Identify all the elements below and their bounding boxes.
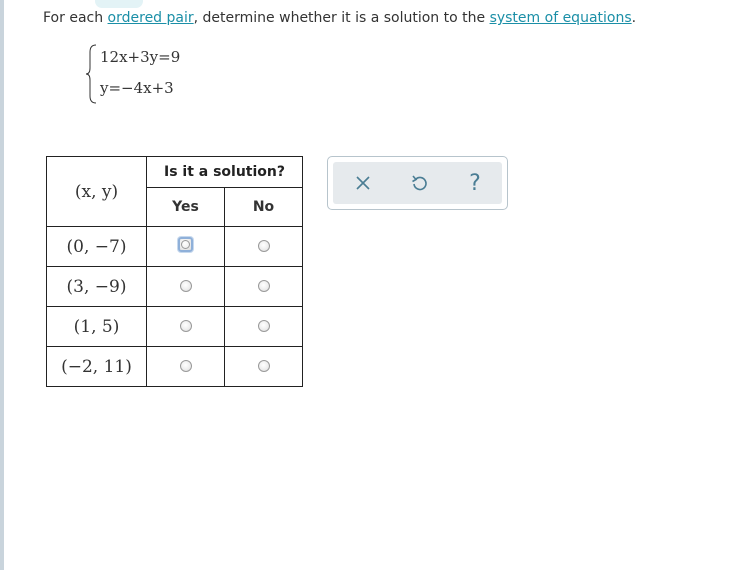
yes-cell <box>147 307 225 347</box>
prompt-text-middle: , determine whether it is a solution to the <box>193 10 490 26</box>
ordered-pair-cell: (0, −7) <box>47 227 147 267</box>
top-tab-indicator <box>95 0 143 8</box>
no-radio[interactable] <box>258 360 270 372</box>
no-radio[interactable] <box>258 320 270 332</box>
answer-toolbar <box>327 156 508 210</box>
no-cell <box>225 307 303 347</box>
yes-radio[interactable] <box>180 280 192 292</box>
help-button[interactable] <box>453 162 497 204</box>
table-row <box>47 347 303 387</box>
yes-radio[interactable] <box>180 360 192 372</box>
system-of-equations-link[interactable]: system of equations <box>489 10 632 26</box>
undo-button[interactable] <box>397 162 441 204</box>
no-cell <box>225 347 303 387</box>
ordered-pair-cell: (−2, 11) <box>47 347 147 387</box>
equation-1: 12x+3y=9 <box>100 48 181 66</box>
solution-group-header: Is it a solution? <box>147 157 303 188</box>
help-icon: ? <box>469 170 481 196</box>
question-prompt <box>43 9 636 27</box>
ordered-pair-cell: (1, 5) <box>47 307 147 347</box>
table-row <box>47 267 303 307</box>
no-cell <box>225 227 303 267</box>
yes-column-header: Yes <box>147 188 225 227</box>
left-edge-bar <box>0 0 4 570</box>
prompt-text-start: For each <box>43 10 108 26</box>
equation-2: y=−4x+3 <box>100 79 174 97</box>
clear-button[interactable] <box>341 162 385 204</box>
no-cell <box>225 267 303 307</box>
close-icon <box>356 176 370 190</box>
ordered-pair-cell: (3, −9) <box>47 267 147 307</box>
equation-system <box>86 44 216 104</box>
solution-table <box>46 156 303 387</box>
table-row <box>47 307 303 347</box>
undo-icon <box>411 174 427 192</box>
yes-cell <box>147 227 225 267</box>
ordered-pair-link[interactable]: ordered pair <box>107 10 194 26</box>
no-radio[interactable] <box>258 240 270 252</box>
yes-radio[interactable] <box>178 237 193 252</box>
no-column-header: No <box>225 188 303 227</box>
toolbar-panel <box>333 162 502 204</box>
yes-radio[interactable] <box>180 320 192 332</box>
prompt-text-end: . <box>631 10 637 26</box>
no-radio[interactable] <box>258 280 270 292</box>
left-brace <box>86 44 98 104</box>
yes-cell <box>147 347 225 387</box>
table-row <box>47 227 303 267</box>
yes-cell <box>147 267 225 307</box>
xy-header: (x, y) <box>47 157 147 227</box>
